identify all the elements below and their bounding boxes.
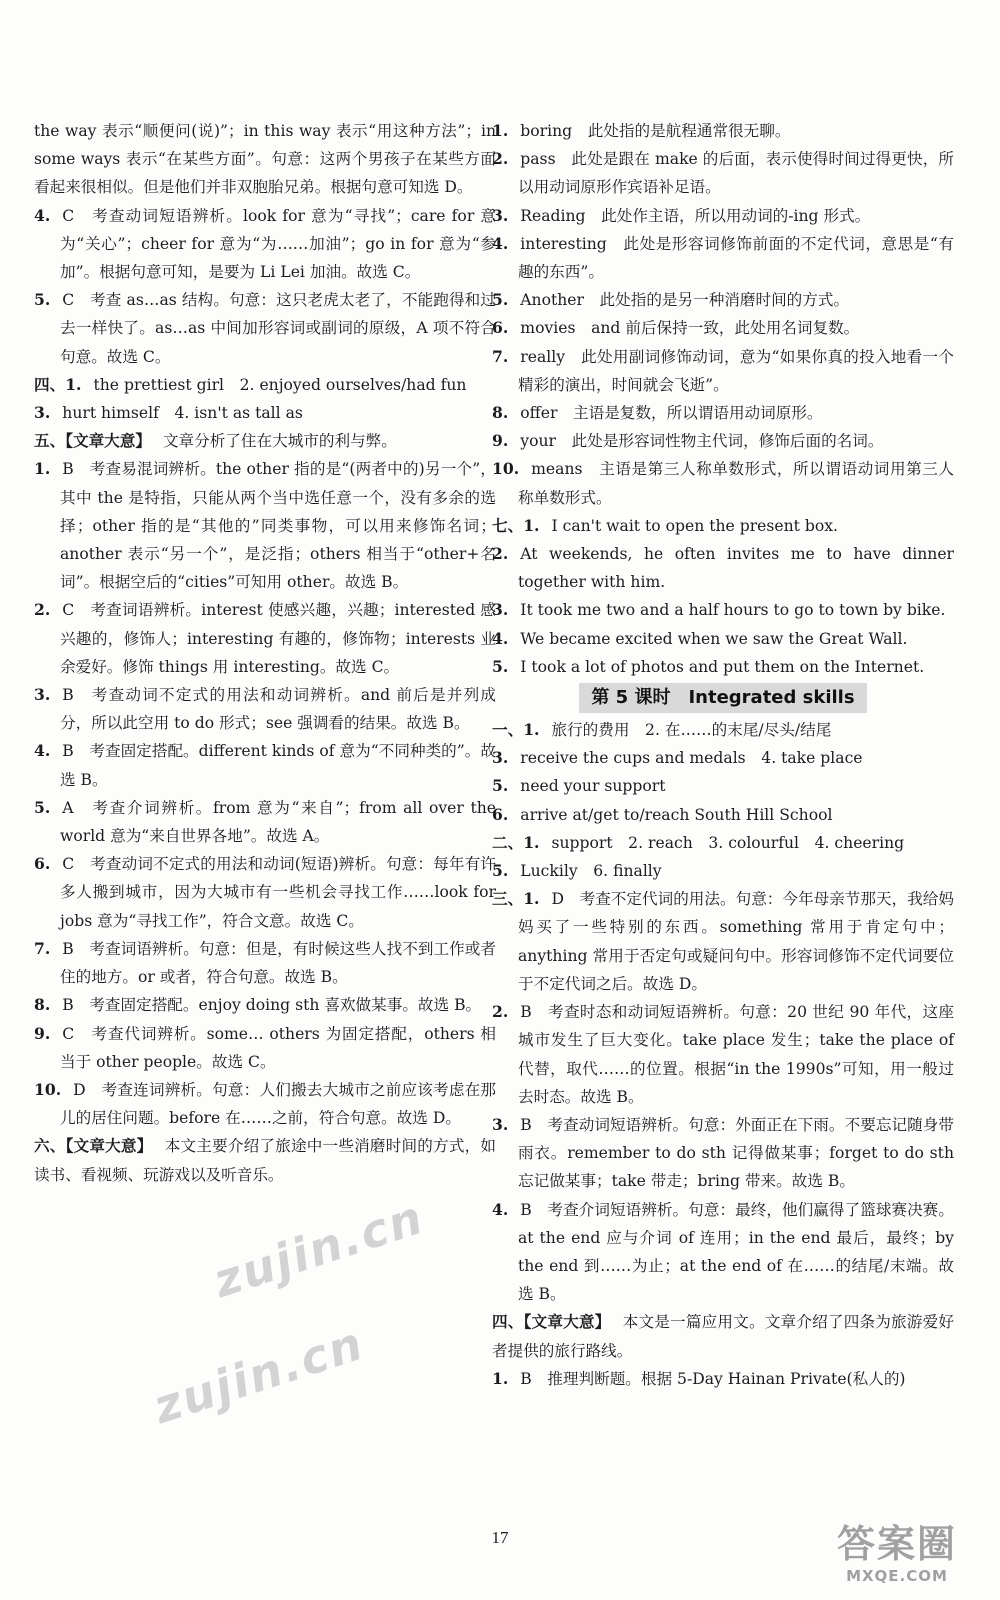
answer-item [492,455,954,511]
watermark: zujin.cn [206,1189,431,1309]
answer-number: 一、1. [492,720,540,740]
answer-text: movies and 前后保持一致，此处用名词复数。 [520,319,860,338]
answer-number: 4. [34,741,51,761]
answer-number: 10. [34,1079,62,1099]
answer-text: C 考查词语辨析。interest 使感兴趣，兴趣；interested 感兴趣的，修饰人；interesting 有趣的，修饰物；interests 业余爱好。修饰 things 用 interesting。故选 C。 [60,601,496,676]
answer-text: At weekends, he often invites me to have dinner together with him. [518,545,954,592]
answer-number: 五、【文章大意】 [34,431,151,451]
answer-text: B 考查固定搭配。different kinds of 意为“不同种类的”。故选 B。 [60,742,496,789]
answer-item [492,829,954,857]
answer-text: pass 此处是跟在 make 的后面，表示使得时间过得更快，所以用动词原形作宾语补足语。 [518,150,954,197]
answer-item [34,427,496,455]
answer-number: 9. [492,431,509,451]
answer-number: 2. [34,600,51,620]
left-column [34,117,496,1189]
corner-logo [812,1522,982,1594]
answer-item [492,286,954,314]
answer-number: 3. [34,403,51,423]
answer-number: 4. [492,233,509,253]
answer-number: 3. [34,685,51,705]
answer-text: support 2. reach 3. colourful 4. cheering [551,833,905,852]
answer-text: need your support [520,777,666,796]
answer-text: Luckily 6. finally [520,862,662,881]
answer-number: 5. [492,776,509,796]
answer-item [492,399,954,427]
answer-text: I took a lot of photos and put them on the Internet. [520,657,925,676]
answer-number: 2. [492,544,509,564]
answer-number: 二、1. [492,832,540,852]
answer-text: arrive at/get to/reach South Hill School [520,805,833,824]
answer-item [492,885,954,998]
answer-item [492,117,954,145]
answer-text: means 主语是第三人称单数形式，所以谓语动词用第三人称单数形式。 [518,460,954,507]
answer-item [34,117,496,202]
answer-number: 3. [492,748,509,768]
answer-item [492,1308,954,1364]
answer-text: B 考查词语辨析。句意：但是，有时候这些人找不到工作或者住的地方。or 或者，符合句意。故选 B。 [60,939,496,987]
answer-text: I can't wait to open the present box. [551,516,839,535]
answer-item [492,596,954,624]
answer-number: 4. [34,205,51,225]
answer-item [492,1365,954,1393]
answer-number: 4. [492,628,509,648]
answer-item [492,145,954,201]
answer-item [34,596,496,681]
corner-logo-mark: 答案圈 [836,1522,957,1566]
answers-integrated-skills [492,716,954,1393]
answer-item [34,850,496,935]
answer-number: 6. [492,318,509,338]
watermark: zujin.cn [146,1315,371,1435]
answer-number: 三、1. [492,889,540,909]
answer-item [34,991,496,1019]
answer-text: B 考查动词短语辨析。句意：外面正在下雨。不要忘记随身带雨衣。remember to do sth 记得做某事；forget to do sth 忘记做某事；take 带走；bring 带来。故选 B。 [518,1115,954,1191]
answer-text: really 此处用副词修饰动词，意为“如果你真的投入地看一个精彩的演出，时间就会飞逝”。 [518,347,954,394]
answer-number: 6. [492,804,509,824]
answer-number: 3. [492,205,509,225]
answer-text: D 考查不定代词的用法。句意：今年母亲节那天，我给妈妈买了一些特别的东西。something 常用于肯定句中；anything 常用于否定句或疑问句中。形容词修饰不定代词要位于不定代词之后。故选 D。 [518,890,954,993]
answer-text: It took me two and a half hours to go to town by bike. [520,601,946,620]
answer-text: 本文是一篇应用文。文章介绍了四条为旅游爱好者提供的旅行路线。 [492,1313,954,1360]
answer-item [34,794,496,850]
answer-text: interesting 此处是形容词修饰前面的不定代词，意思是“有趣的东西”。 [518,234,954,282]
answer-number: 六、【文章大意】 [34,1136,153,1156]
answer-item [492,427,954,455]
answer-item [492,343,954,399]
answer-number: 9. [34,1023,51,1043]
answer-number: 8. [34,995,51,1015]
answer-text: hurt himself 4. isn't as tall as [62,404,303,423]
answer-text: B 考查易混词辨析。the other 指的是“(两者中的)另一个”，其中 the 是特指，只能从两个当中选任意一个，没有多余的选择；other 指的是“其他的”同类事物，可以用来修饰名词；another 表示“另一个”，是泛指；others 相当于“other+名词”。根据空后的“cities”可知用 other。故选 B。 [60,460,496,592]
answer-text: C 考查动词短语辨析。look for 意为“寻找”；care for 意为“关心”；cheer for 意为“为……加油”；go in for 意为“参加”。根据句意可知，是要为 Li Lei 加油。故选 C。 [60,206,496,282]
answer-number: 2. [492,1002,509,1022]
answer-item [492,653,954,681]
answer-number: 7. [34,938,51,958]
answer-number: 5. [492,656,509,676]
answer-number: 8. [492,403,509,423]
answer-item [492,1196,954,1309]
answer-text: D 考查连词辨析。句意：人们搬去大城市之前应该考虑在那儿的居住问题。before 在……之前，符合句意。故选 D。 [60,1080,496,1128]
answer-item [492,540,954,596]
answer-item [34,1132,496,1188]
answer-text: B 推理判断题。根据 5-Day Hainan Private(私人的) [520,1369,906,1388]
answer-item [34,1020,496,1076]
answer-number: 1. [492,1368,509,1388]
answer-number: 七、1. [492,515,540,535]
answer-item [492,772,954,800]
answer-item [34,455,496,596]
answer-text: Reading 此处作主语，所以用动词的-ing 形式。 [520,206,871,225]
answer-number: 3. [492,1114,509,1134]
page-number: 17 [491,1528,509,1547]
answer-item [34,935,496,991]
answer-number: 3. [492,600,509,620]
answer-item [492,202,954,230]
answer-item [34,737,496,793]
answer-item [492,744,954,772]
answer-text: your 此处是形容词性物主代词，修饰后面的名词。 [520,432,884,451]
answer-item [492,1111,954,1196]
answer-text: boring 此处指的是航程通常很无聊。 [520,122,791,140]
answer-item [492,998,954,1111]
answer-number: 4. [492,1199,509,1219]
answer-item [492,625,954,653]
answer-text: C 考查 as…as 结构。句意：这只老虎太老了，不能跑得和过去一样快了。as…as 中间加形容词或副词的原级，A 项不符合句意。故选 C。 [60,291,496,366]
answer-text: B 考查介词短语辨析。句意：最终，他们赢得了篮球赛决赛。at the end 应与介词 of 连用；in the end 最后，最终；by the end 到……为止；at the end of 在……的结尾/末端。故选 B。 [518,1200,954,1304]
answer-item [492,314,954,342]
answer-text: the prettiest girl 2. enjoyed ourselves/had fun [93,375,467,394]
answer-text: offer 主语是复数，所以谓语用动词原形。 [520,404,823,423]
answer-text: 本文主要介绍了旅途中一些消磨时间的方式，如读书、看视频、玩游戏以及听音乐。 [34,1137,496,1184]
answer-text: A 考查介词辨析。from 意为“来自”；from all over the world 意为“来自世界各地”。故选 A。 [60,798,496,846]
answer-number: 10. [492,459,520,479]
answer-number: 四、1. [34,374,82,394]
answer-text: 旅行的费用 2. 在……的末尾/尽头/结尾 [551,721,832,740]
answer-text: C 考查代词辨析。some… others 为固定搭配，others 相当于 other people。故选 C。 [60,1024,496,1071]
answer-item [34,286,496,371]
answer-number: 5. [492,290,509,310]
answer-text: B 考查时态和动词短语辨析。句意：20 世纪 90 年代，这座城市发生了巨大变化。take place 发生；take the place of 代替，取代……的位置。根据“in the 1990s”可知，用一般过去时态。故选 B。 [518,1003,954,1106]
answer-text: 文章分析了住在大城市的利与弊。 [162,432,397,451]
answer-number: 1. [34,459,51,479]
answer-text: Another 此处指的是另一种消磨时间的方式。 [520,291,850,310]
answer-text: C 考查动词不定式的用法和动词(短语)辨析。句意：每年有许多人搬到城市，因为大城市有一些机会寻找工作……look for jobs 意为“寻找工作”，符合文意。故选 C。 [60,855,496,930]
answer-text: the way 表示“顺便问(说)”；in this way 表示“用这种方法”；in some ways 表示“在某些方面”。句意：这两个男孩子在某些方面看起来很相似。但是他们并非双胞胎兄弟。根据句意可知选 D。 [34,122,496,197]
lesson-heading-text: 第 5 课时 Integrated skills [579,683,866,713]
answer-item [34,1076,496,1132]
answer-item [34,681,496,737]
answer-number: 1. [492,121,509,140]
answer-item [492,230,954,286]
answer-text: We became excited when we saw the Great Wall. [520,629,908,648]
lesson-heading [492,683,954,713]
answer-item [34,371,496,399]
answer-text: B 考查固定搭配。enjoy doing sth 喜欢做某事。故选 B。 [62,996,482,1015]
answer-item [492,716,954,744]
answer-number: 2. [492,149,509,169]
answer-number: 7. [492,346,509,366]
right-column [492,117,954,1393]
answer-text: receive the cups and medals 4. take place [520,749,863,768]
answer-item [492,801,954,829]
answers-unit4-part6-7 [492,117,954,681]
answer-item [492,857,954,885]
answer-text: B 考查动词不定式的用法和动词辨析。and 前后是并列成分，所以此空用 to do 形式；see 强调看的结果。故选 B。 [60,686,496,733]
answer-item [34,202,496,287]
answer-number: 6. [34,854,51,874]
answer-number: 四、【文章大意】 [492,1312,611,1332]
answer-item [492,512,954,540]
answer-number: 5. [34,797,51,817]
answer-item [34,399,496,427]
answer-number: 5. [34,290,51,310]
answer-number: 5. [492,861,509,881]
corner-logo-url: MXQE.COM [846,1567,948,1585]
